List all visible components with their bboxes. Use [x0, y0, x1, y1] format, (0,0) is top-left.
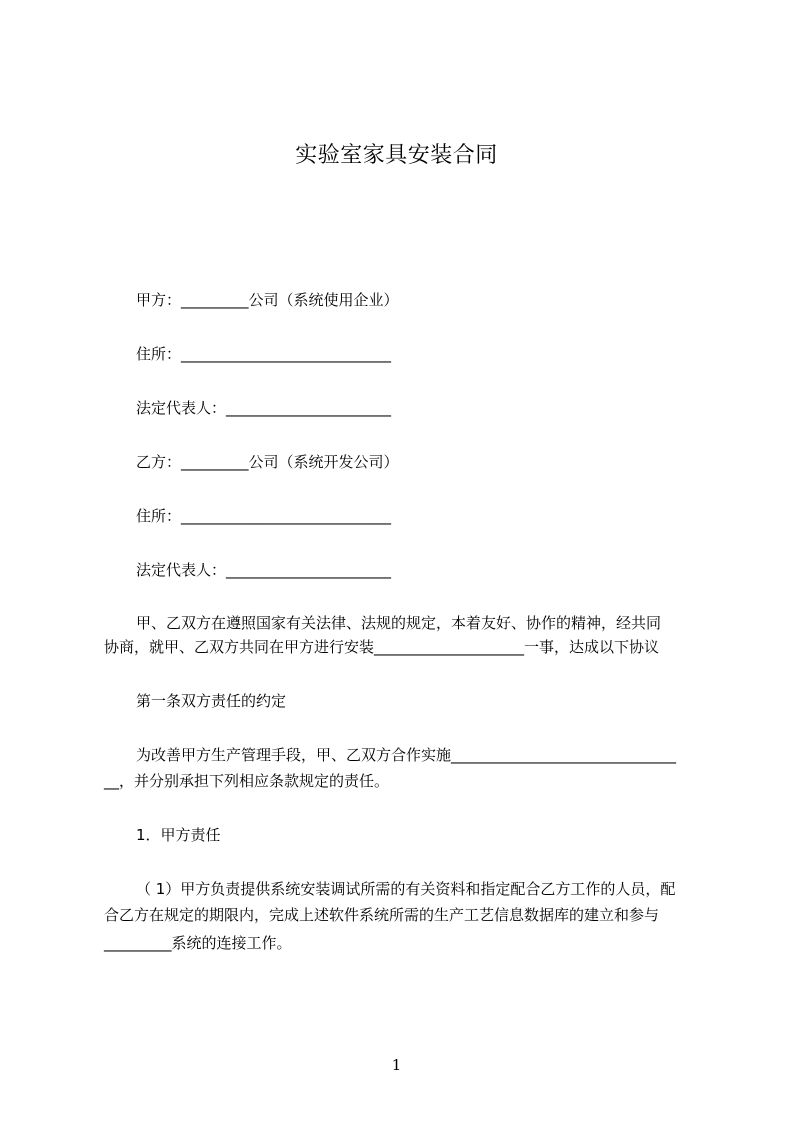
party-a-address: 住所：____________________________	[136, 345, 392, 363]
page-number: 1	[391, 1056, 402, 1074]
party-b-label: 乙方：_________公司（系统开发公司）	[136, 453, 399, 471]
article-1-heading: 第一条双方责任的约定	[136, 692, 287, 710]
section-1-item-1-line-2: 合乙方在规定的期限内，完成上述软件系统所需的生产工艺信息数据库的建立和参与	[104, 906, 660, 924]
intro-paragraph-line-1: 甲、乙双方在遵照国家有关法律、法规的规定，本着友好、协作的精神，经共同	[136, 614, 662, 632]
party-b-legal-rep: 法定代表人：______________________	[136, 561, 392, 579]
intro-paragraph-line-2: 协商，就甲、乙双方共同在甲方进行安装____________________一事，达成以下协议	[104, 638, 660, 656]
section-1-item-1-line-3: _________系统的连接工作。	[104, 934, 292, 952]
article-1-paragraph-line-2: __，并分别承担下列相应条款规定的责任。	[104, 772, 390, 790]
article-1-paragraph-line-1: 为改善甲方生产管理手段，甲、乙双方合作实施______________________________	[136, 746, 677, 764]
section-1-item-1-line-1: （ 1）甲方负责提供系统安装调试所需的有关资料和指定配合乙方工作的人员，配	[136, 880, 676, 898]
party-a-legal-rep: 法定代表人：______________________	[136, 399, 392, 417]
party-a-label: 甲方：_________公司（系统使用企业）	[136, 291, 399, 309]
document-title: 实验室家具安装合同	[295, 143, 498, 168]
section-1-heading: 1．甲方责任	[136, 826, 221, 844]
party-b-address: 住所：____________________________	[136, 507, 392, 525]
